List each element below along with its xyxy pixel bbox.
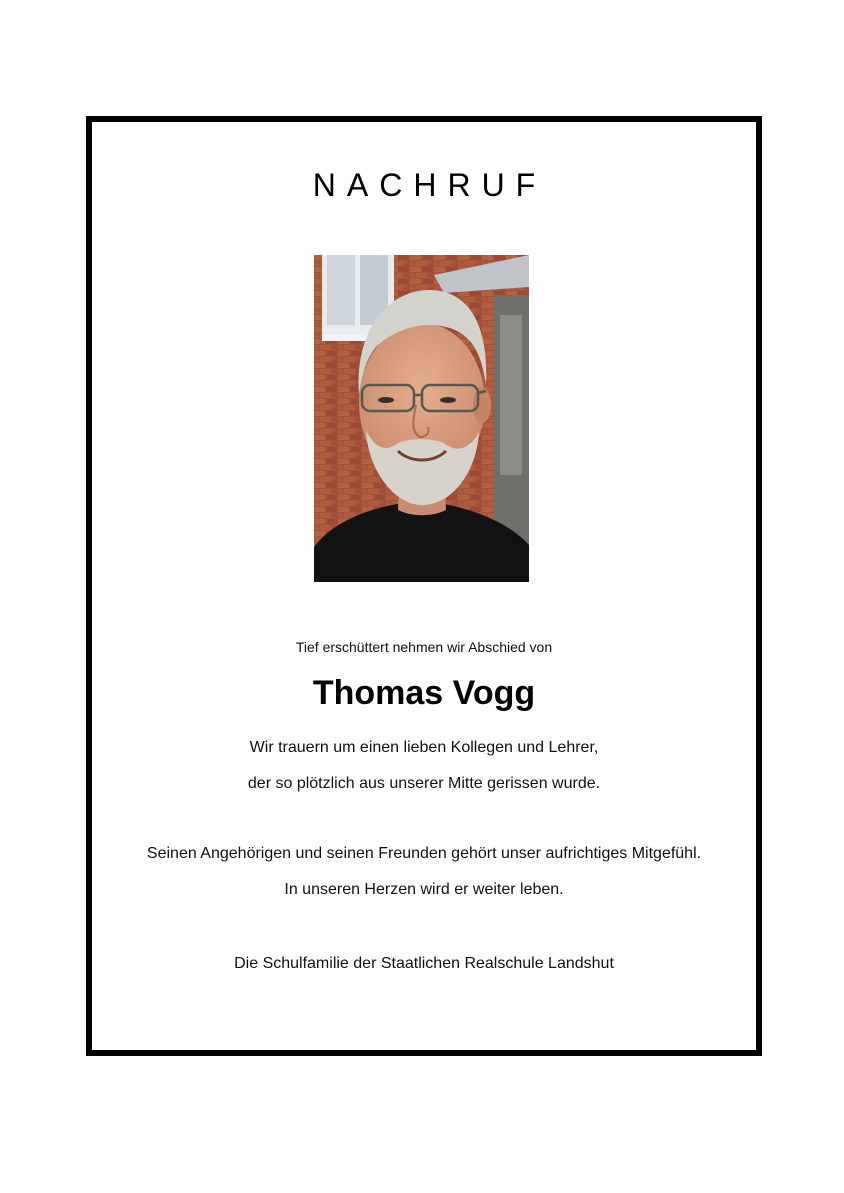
deceased-name: Thomas Vogg — [312, 674, 536, 712]
mourning-line-2: der so plötzlich aus unserer Mitte gerissen wurde. — [247, 775, 601, 792]
notice-frame — [86, 116, 762, 1056]
portrait-photo — [314, 255, 529, 582]
condolence-line: Seinen Angehörigen und seinen Freunden gehört unser aufrichtiges Mitgefühl. — [146, 845, 702, 862]
remembrance-line: In unseren Herzen wird er weiter leben. — [284, 881, 564, 898]
mourning-line-1: Wir trauern um einen lieben Kollegen und Lehrer, — [249, 739, 599, 756]
signature: Die Schulfamilie der Staatlichen Realschule Landshut — [234, 955, 614, 972]
intro-text: Tief erschüttert nehmen wir Abschied von — [295, 639, 553, 655]
notice-title: NACHRUF — [312, 167, 547, 203]
